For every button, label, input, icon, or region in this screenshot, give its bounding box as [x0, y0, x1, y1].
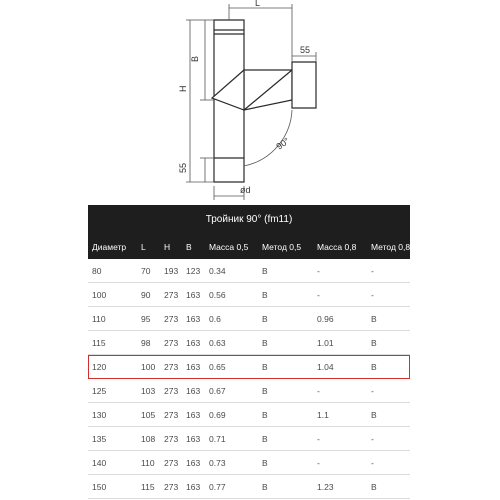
header-L: L [141, 242, 146, 252]
cell-method-08: - [371, 434, 374, 444]
cell-L: 98 [141, 338, 151, 348]
dim-label-L: L [255, 0, 261, 8]
cell-L: 115 [141, 482, 155, 492]
header-mass-08: Масса 0,8 [317, 242, 357, 252]
cell-diameter: 120 [92, 362, 107, 372]
table-row [88, 451, 410, 475]
table-body [88, 259, 410, 499]
cell-H: 273 [164, 338, 179, 348]
cell-method-05: B [262, 434, 268, 444]
header-mass-05: Масса 0,5 [209, 242, 249, 252]
table-row [88, 259, 410, 283]
cell-method-05: B [262, 338, 268, 348]
cell-B: 163 [186, 410, 201, 420]
cell-method-05: B [262, 386, 268, 396]
table-row [88, 379, 410, 403]
table-row-highlighted [88, 355, 410, 379]
cell-L: 110 [141, 458, 155, 468]
cell-diameter: 130 [92, 410, 107, 420]
dim-label-55-bottom: 55 [178, 162, 188, 173]
cell-H: 273 [164, 458, 179, 468]
cell-mass-05: 0.71 [209, 434, 226, 444]
table-header-row [88, 233, 410, 259]
header-method-08: Метод 0,8 [371, 242, 411, 252]
cell-H: 273 [164, 314, 179, 324]
cell-B: 123 [186, 266, 201, 276]
cell-mass-05: 0.77 [209, 482, 226, 492]
dim-label-diameter: ød [240, 185, 251, 195]
cell-method-08: B [371, 410, 377, 420]
cell-H: 273 [164, 386, 179, 396]
dim-label-H: H [178, 85, 188, 92]
table-title: Тройник 90° (fm11) [88, 205, 410, 233]
cell-mass-08: - [317, 386, 320, 396]
cell-L: 70 [141, 266, 151, 276]
cell-mass-05: 0.34 [209, 266, 226, 276]
cell-H: 273 [164, 290, 179, 300]
header-B: B [186, 242, 192, 252]
cell-L: 95 [141, 314, 151, 324]
cell-mass-08: - [317, 266, 320, 276]
cell-method-05: B [262, 362, 268, 372]
cell-B: 163 [186, 386, 201, 396]
cell-B: 163 [186, 362, 201, 372]
cell-B: 163 [186, 482, 201, 492]
cell-H: 273 [164, 482, 179, 492]
cell-method-08: B [371, 482, 377, 492]
cell-method-05: B [262, 482, 268, 492]
cell-method-08: - [371, 266, 374, 276]
cell-method-08: B [371, 338, 377, 348]
cell-method-05: B [262, 410, 268, 420]
table-row [88, 475, 410, 499]
cell-diameter: 135 [92, 434, 107, 444]
cell-B: 163 [186, 290, 201, 300]
cell-method-05: B [262, 314, 268, 324]
cell-mass-08: 1.04 [317, 362, 334, 372]
cell-L: 103 [141, 386, 156, 396]
cell-mass-05: 0.69 [209, 410, 226, 420]
cell-mass-08: 0.96 [317, 314, 334, 324]
cell-method-05: B [262, 266, 268, 276]
cell-L: 105 [141, 410, 156, 420]
cell-method-08: B [371, 362, 377, 372]
dim-label-55-top: 55 [300, 45, 311, 55]
cell-diameter: 150 [92, 482, 107, 492]
header-H: H [164, 242, 171, 252]
cell-mass-05: 0.73 [209, 458, 226, 468]
cell-method-08: - [371, 386, 374, 396]
cell-method-08: B [371, 314, 377, 324]
cell-H: 193 [164, 266, 179, 276]
cell-mass-05: 0.6 [209, 314, 221, 324]
cell-diameter: 100 [92, 290, 107, 300]
cell-mass-08: - [317, 434, 320, 444]
table-row [88, 427, 410, 451]
cell-mass-05: 0.65 [209, 362, 226, 372]
cell-H: 273 [164, 410, 179, 420]
cell-method-08: - [371, 458, 374, 468]
dim-label-B: B [190, 55, 200, 62]
table-row [88, 283, 410, 307]
cell-mass-08: 1.23 [317, 482, 334, 492]
cell-mass-08: 1.1 [317, 410, 329, 420]
cell-H: 273 [164, 434, 179, 444]
cell-diameter: 125 [92, 386, 107, 396]
cell-B: 163 [186, 314, 201, 324]
cell-mass-05: 0.67 [209, 386, 226, 396]
cell-L: 108 [141, 434, 156, 444]
cell-method-08: - [371, 290, 374, 300]
cell-diameter: 140 [92, 458, 107, 468]
table-row [88, 307, 410, 331]
cell-method-05: B [262, 458, 268, 468]
table-row [88, 403, 410, 427]
cell-diameter: 80 [92, 266, 102, 276]
cell-L: 100 [141, 362, 156, 372]
cell-mass-05: 0.63 [209, 338, 226, 348]
cell-mass-08: 1.01 [317, 338, 334, 348]
cell-B: 163 [186, 338, 201, 348]
cell-L: 90 [141, 290, 151, 300]
cell-mass-05: 0.56 [209, 290, 226, 300]
header-method-05: Метод 0,5 [262, 242, 302, 252]
cell-mass-08: - [317, 290, 320, 300]
tee-technical-drawing [0, 0, 500, 205]
table-row [88, 331, 410, 355]
cell-diameter: 115 [92, 338, 106, 348]
cell-method-05: B [262, 290, 268, 300]
cell-B: 163 [186, 434, 201, 444]
cell-diameter: 110 [92, 314, 106, 324]
angle-label: 90° [274, 135, 292, 152]
cell-B: 163 [186, 458, 201, 468]
cell-H: 273 [164, 362, 179, 372]
header-diameter: Диаметр [92, 242, 127, 252]
cell-mass-08: - [317, 458, 320, 468]
